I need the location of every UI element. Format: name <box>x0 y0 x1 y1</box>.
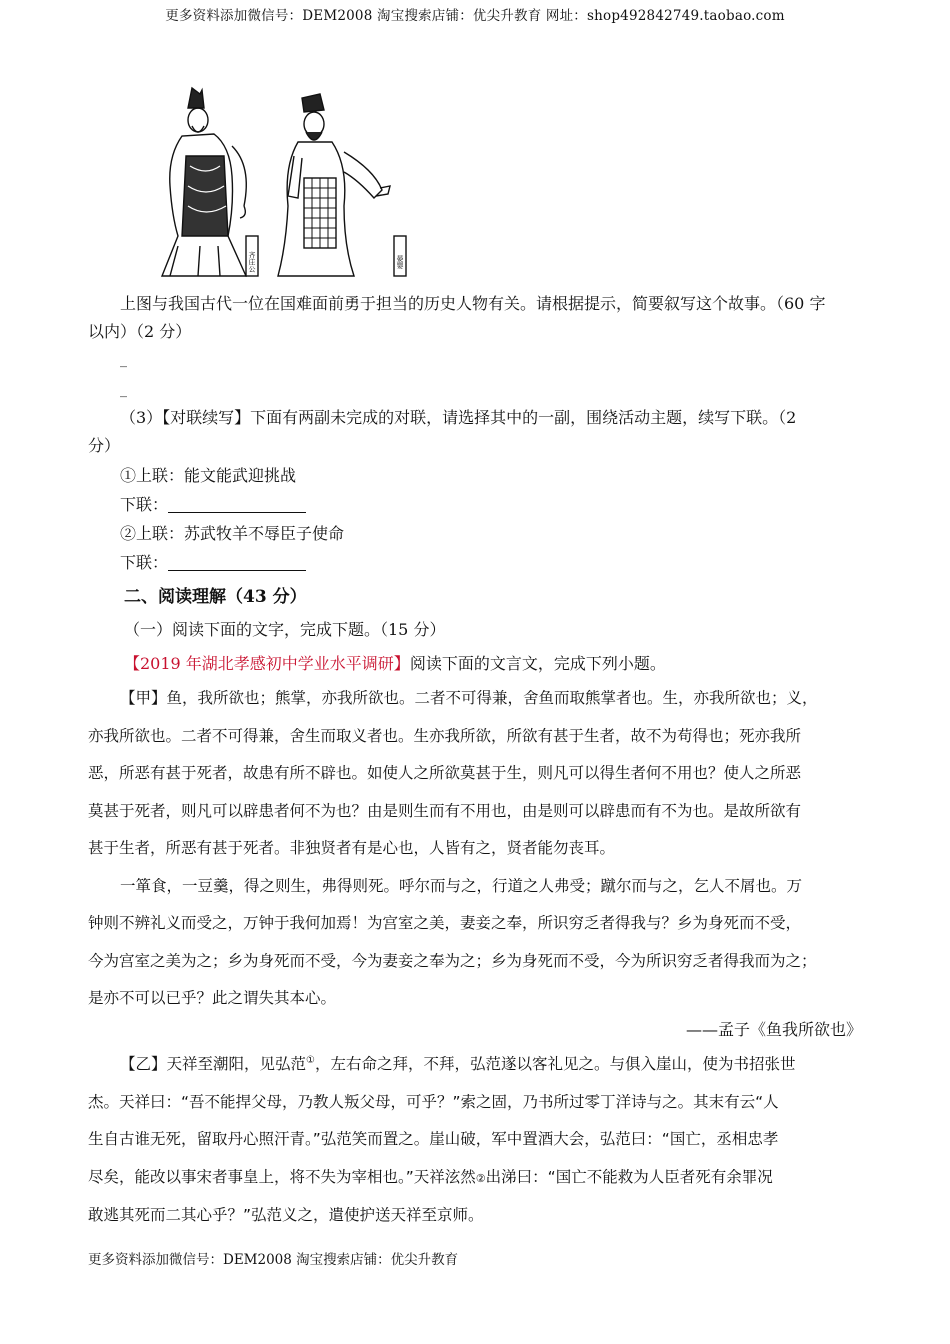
passage-yi-line3: 生自古谁无死，留取丹心照汗青。”弘范笑而置之。崖山破，军中置酒大会，弘范曰：“国亡，丞相忠孝 <box>88 1130 779 1148</box>
passage-jia-line: 亦我所欲也。二者不可得兼，舍生而取义者也。生亦我所欲，所欲有甚于生者，故不为苟得也；死亦我所 <box>88 726 802 745</box>
passage-yi-text: 【乙】天祥至潮阳，见弘范 <box>120 1055 307 1073</box>
couplet-1-answer-blank[interactable] <box>168 496 306 513</box>
couplet-1-lower-label: 下联： <box>120 495 169 514</box>
couplet-2-lower <box>120 551 306 575</box>
source-line <box>124 652 666 676</box>
left-figure-label: 齐庄公 <box>248 251 256 273</box>
couplet-1-upper: ①上联：能文能武迎挑战 <box>120 466 297 485</box>
passage-yi-text: 尽矣，能改以事宋者事皇上，将不失为宰相也。”天祥泫然 <box>88 1167 476 1186</box>
answer-dash-1: _ <box>120 352 127 368</box>
answer-dash-2: _ <box>120 382 127 398</box>
passage-jia-line: 甚于生者，所恶有甚于死者。非独贤者有是心也，人皆有之，贤者能勿丧耳。 <box>88 839 616 857</box>
page-footer: 更多资料添加微信号：DEM2008 淘宝搜索店铺：优尖升教育 <box>88 1252 459 1268</box>
question-intro-line1: 上图与我国古代一位在国难面前勇于担当的历史人物有关。请根据提示，简要叙写这个故事。（60 字 <box>120 294 826 313</box>
section-heading: 二、阅读理解（43 分） <box>124 587 307 607</box>
couplet-2-answer-blank[interactable] <box>168 554 306 571</box>
passage-yi-line5: 敢逃其死而二其心乎？”弘范义之，遣使护送天祥至京师。 <box>88 1206 484 1224</box>
footnote-marker-2: ② <box>475 1171 486 1185</box>
passage-jia-line: 一箪食，一豆羹，得之则生，弗得则死。呼尔而与之，行道之人弗受；蹴尔而与之，乞人不屑也。万 <box>120 876 803 895</box>
passage-jia-line: 莫甚于死者，则凡可以辟患者何不为也？由是则生而有不用也，由是则可以辟患而有不为也。是故所欲有 <box>88 801 802 820</box>
source-tag: 【2019 年湖北孝感初中学业水平调研】 <box>124 654 410 673</box>
passage-jia-line: 今为宫室之美为之；乡为身死而不受，今为妻妾之奉为之；乡为身死而不受，今为所识穷乏者得我而为之； <box>88 951 817 970</box>
page-header: 更多资料添加微信号：DEM2008 淘宝搜索店铺：优尖升教育 网址：shop492842749.taobao.com <box>165 8 785 24</box>
couplet-2-upper: ②上联：苏武牧羊不辱臣子使命 <box>120 524 345 543</box>
question-intro-line2: 以内）（2 分） <box>88 322 192 341</box>
passage-yi-line1 <box>88 1046 864 1084</box>
footnote-marker-1: ① <box>306 1054 315 1066</box>
passage-yi-text: 出涕曰：“国亡不能救为人臣者死有余罪况 <box>485 1167 773 1186</box>
section-subheading: （一）阅读下面的文字，完成下题。（15 分） <box>124 620 446 639</box>
couplet-2-lower-label: 下联： <box>120 553 169 572</box>
couplet-question-line2: 分） <box>88 436 121 455</box>
passage-jia <box>88 680 864 1018</box>
couplet-1-lower <box>120 493 306 517</box>
question-intro <box>88 292 864 344</box>
passage-jia-line: 恶，所恶有甚于死者，故患有所不辟也。如使人之所欲莫甚于生，则凡可以得生者何不用也？使人之所恶 <box>88 764 802 782</box>
passage-yi-text: ，左右命之拜，不拜，弘范遂以客礼见之。与俱入崖山，使为书招张世 <box>314 1055 796 1073</box>
couplet-question-line1: （3）【对联续写】下面有两副未完成的对联，请选择其中的一副，围绕活动主题，续写下联。（2 <box>120 408 797 427</box>
passage-yi <box>88 1046 864 1235</box>
couplet-question <box>88 406 864 458</box>
passage-jia-attribution: ——孟子《鱼我所欲也》 <box>685 1020 862 1039</box>
passage-jia-line: 【甲】鱼，我所欲也；熊掌，亦我所欲也。二者不可得兼，舍鱼而取熊掌者也。生，亦我所欲也；义， <box>120 689 818 707</box>
passage-jia-line: 是亦不可以已乎？此之谓失其本心。 <box>88 989 337 1007</box>
passage-jia-line: 钟则不辨礼义而受之，万钟于我何加焉！为宫室之美，妻妾之奉，所识穷乏者得我与？乡为身死而不受， <box>88 914 802 932</box>
source-instruction: 阅读下面的文言文，完成下列小题。 <box>409 654 666 673</box>
passage-yi-line2: 杰。天祥曰：“吾不能捍父母，乃教人叛父母，可乎？”索之固，乃书所过零丁洋诗与之。其末有云“人 <box>88 1092 779 1111</box>
passage-yi-line4 <box>88 1159 864 1198</box>
right-figure-label: 晏婴 <box>396 255 404 269</box>
historical-figures-illustration <box>148 86 414 282</box>
